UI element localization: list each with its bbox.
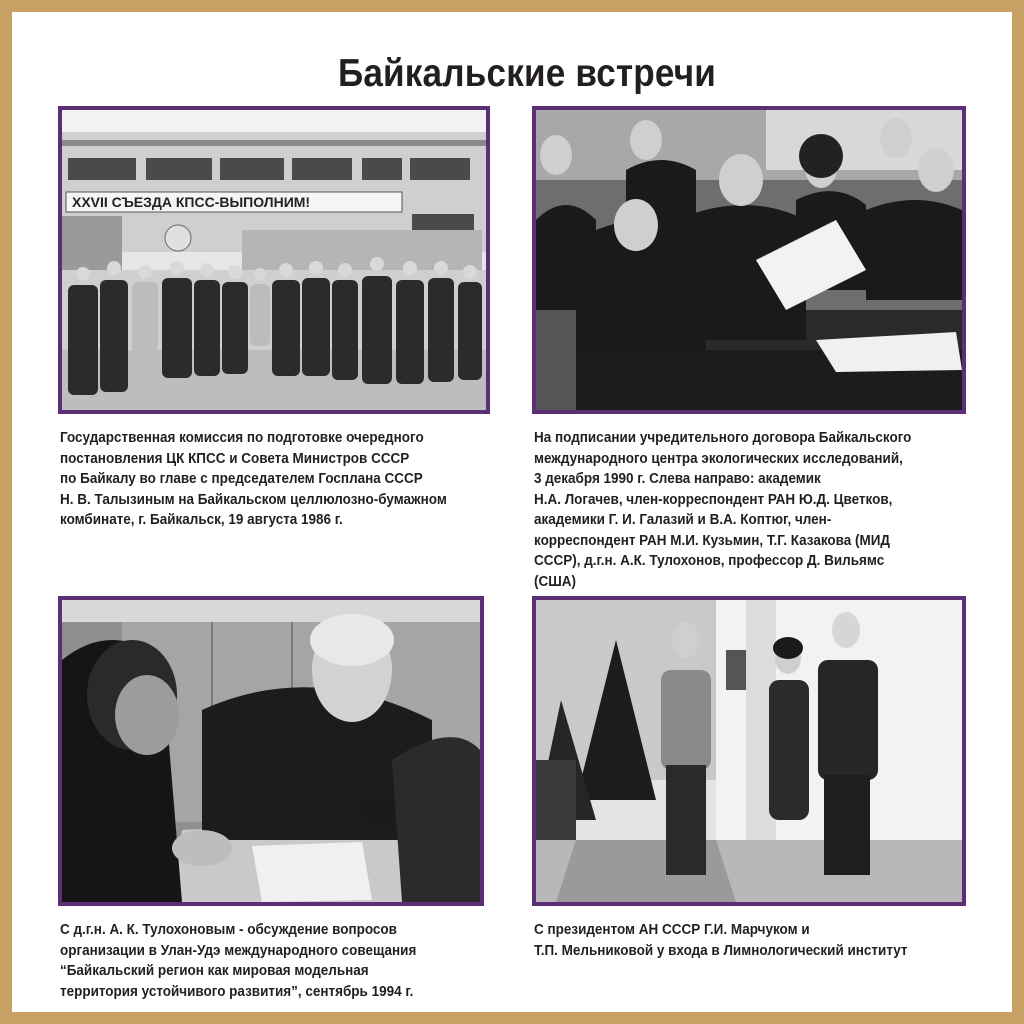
caption-line: СССР), д.г.н. А.К. Тулохонов, профессор Д. Вильямс bbox=[534, 553, 885, 569]
photo-treaty-signing bbox=[532, 106, 966, 414]
caption-line: Н.А. Логачев, член-корреспондент РАН Ю.Д. Цветков, bbox=[534, 491, 893, 508]
caption-line: территория устойчивого развития”, сентябрь 1994 г. bbox=[60, 983, 414, 1000]
caption-line: 3 декабря 1990 г. Слева направо: академик bbox=[534, 471, 821, 487]
photo-institute-entrance bbox=[532, 596, 966, 906]
photo-discussion-image bbox=[62, 600, 480, 902]
caption-line: С президентом АН СССР Г.И. Марчуком и bbox=[534, 922, 810, 938]
caption-line: постановления ЦК КПСС и Совета Министров СССР bbox=[60, 450, 410, 467]
caption-institute-entrance bbox=[534, 920, 975, 961]
caption-line: “Байкальский регион как мировая модельная bbox=[60, 963, 369, 979]
caption-line: организации в Улан-Удэ международного совещания bbox=[60, 942, 417, 959]
page-title: Байкальские встречи bbox=[337, 52, 717, 95]
photo-institute-entrance-image bbox=[536, 600, 962, 902]
caption-line: Т.П. Мельниковой у входа в Лимнологический институт bbox=[534, 942, 908, 959]
caption-line: Государственная комиссия по подготовке очередного bbox=[60, 430, 424, 446]
factory-banner-text: XXVII СЪЕЗДА КПСС-ВЫПОЛНИМ! bbox=[72, 194, 311, 210]
caption-line: корреспондент РАН М.И. Кузьмин, Т.Г. Казакова (МИД bbox=[534, 532, 891, 549]
photo-treaty-signing-image bbox=[536, 110, 962, 410]
caption-line: (США) bbox=[534, 573, 577, 590]
exhibit-panel bbox=[12, 12, 1012, 1012]
caption-line: академики Г. И. Галазий и В.А. Коптюг, член- bbox=[534, 512, 832, 528]
caption-line: На подписании учредительного договора Байкальского bbox=[534, 430, 912, 446]
caption-line: комбинате, г. Байкальск, 19 августа 1986 г. bbox=[60, 512, 343, 528]
caption-line: по Байкалу во главе с председателем Госплана СССР bbox=[60, 471, 423, 487]
caption-line: Н. В. Талызиным на Байкальском целлюлозно-бумажном bbox=[60, 491, 447, 508]
caption-commission-group bbox=[60, 428, 514, 531]
photo-discussion bbox=[58, 596, 484, 906]
caption-line: С д.г.н. А. К. Тулохоновым - обсуждение вопросов bbox=[60, 922, 397, 938]
photo-commission-group-image bbox=[62, 110, 486, 410]
photo-commission-group bbox=[58, 106, 490, 414]
caption-discussion bbox=[60, 920, 482, 1002]
caption-line: международного центра экологических исследований, bbox=[534, 450, 903, 467]
caption-treaty-signing bbox=[534, 428, 966, 592]
